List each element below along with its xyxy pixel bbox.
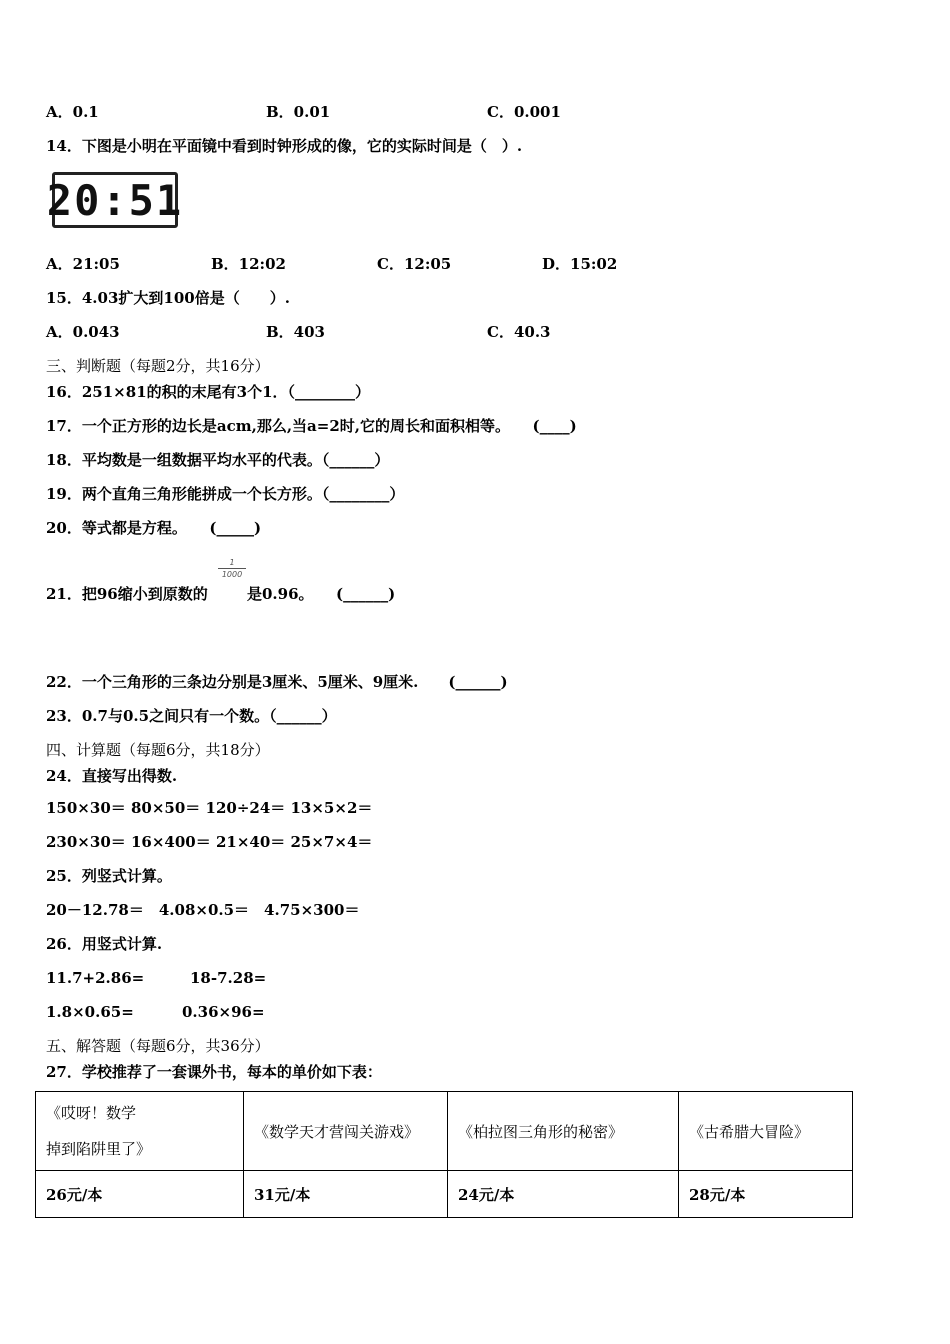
q26-expr-b: 18-7.28= (190, 969, 267, 987)
table-row (36, 1171, 853, 1218)
q14-text: 14．下图是小明在平面镜中看到时钟形成的像，它的实际时间是（ ）. (46, 137, 523, 155)
fraction-bar (218, 568, 246, 569)
book-price-table (35, 1091, 853, 1218)
fraction-denominator: 1000 (221, 570, 243, 579)
book-title-cell: 《数学天才营闯关游戏》 (244, 1092, 448, 1171)
q14-option-d: D．15:02 (542, 255, 618, 273)
q13-option-a: A．0.1 (46, 103, 99, 121)
section-3-heading: 三、判断题（每题2分，共16分） (46, 357, 270, 375)
q16-text: 16．251×81的积的末尾有3个1．（________） (46, 383, 371, 401)
q26-expr-c: 1.8×0.65= (46, 1003, 134, 1021)
table-row (36, 1092, 853, 1171)
q24-row-1: 150×30＝ 80×50＝ 120÷24＝ 13×5×2＝ (46, 799, 373, 817)
q20-text: 20．等式都是方程。 (_____) (46, 519, 262, 537)
q24-text: 24．直接写出得数. (46, 767, 178, 785)
fraction-image (218, 558, 246, 579)
section-5-heading: 五、解答题（每题6分，共36分） (46, 1037, 270, 1055)
q26-expr-a: 11.7+2.86= (46, 969, 145, 987)
q14-option-c: C．12:05 (377, 255, 452, 273)
q14-option-b: B．12:02 (211, 255, 286, 273)
book-title-cell: 《哎呀！数学 掉到陷阱里了》 (36, 1092, 244, 1171)
q24-row-2: 230×30＝ 16×400＝ 21×40＝ 25×7×4＝ (46, 833, 373, 851)
book-title-cell: 《柏拉图三角形的秘密》 (448, 1092, 679, 1171)
book-title-cell: 《古希腊大冒险》 (679, 1092, 853, 1171)
q13-option-c: C．0.001 (487, 103, 561, 121)
q22-text: 22．一个三角形的三条边分别是3厘米、5厘米、9厘米. (______) (46, 673, 508, 691)
q27-text: 27．学校推荐了一套课外书，每本的单价如下表： (46, 1063, 382, 1081)
q15-option-a: A．0.043 (46, 323, 120, 341)
section-4-heading: 四、计算题（每题6分，共18分） (46, 741, 270, 759)
fraction-numerator: 1 (229, 558, 235, 567)
book-price-cell: 28元/本 (679, 1171, 853, 1218)
book-price-cell: 26元/本 (36, 1171, 244, 1218)
book-price-cell: 31元/本 (244, 1171, 448, 1218)
q17-text: 17．一个正方形的边长是acm,那么,当a=2时,它的周长和面积相等。 (____) (46, 417, 577, 435)
q15-text: 15．4.03扩大到100倍是（ ）. (46, 289, 290, 307)
q15-option-c: C．40.3 (487, 323, 551, 341)
q19-text: 19．两个直角三角形能拼成一个长方形。（________） (46, 485, 405, 503)
q26-text: 26．用竖式计算. (46, 935, 163, 953)
q15-option-b: B．403 (266, 323, 325, 341)
q25-row-1: 20－12.78＝ 4.08×0.5＝ 4.75×300＝ (46, 901, 360, 919)
q13-option-b: B．0.01 (266, 103, 331, 121)
q18-text: 18．平均数是一组数据平均水平的代表。（______） (46, 451, 390, 469)
q21-text-after: 是0.96。 (______) (247, 585, 396, 603)
q25-text: 25．列竖式计算。 (46, 867, 172, 885)
q21-text-before: 21．把96缩小到原数的 (46, 585, 208, 603)
q23-text: 23．0.7与0.5之间只有一个数。（______） (46, 707, 337, 725)
q26-expr-d: 0.36×96= (182, 1003, 265, 1021)
q14-option-a: A．21:05 (46, 255, 120, 273)
mirror-clock-image: 20:51 (52, 172, 178, 228)
book-price-cell: 24元/本 (448, 1171, 679, 1218)
